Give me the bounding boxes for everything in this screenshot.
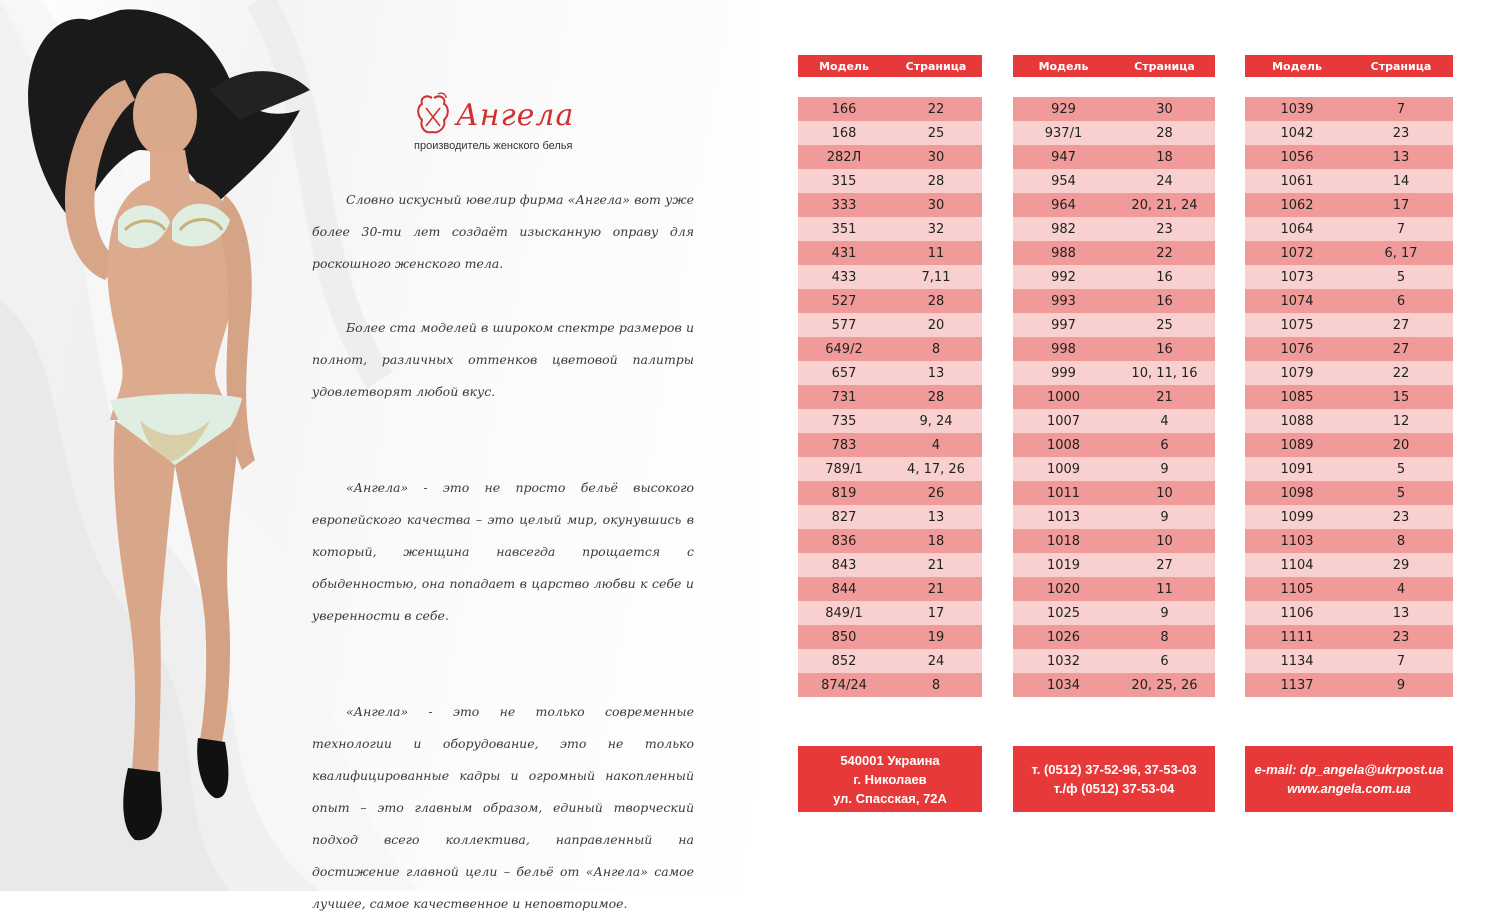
page-number-cell: 7 — [1396, 221, 1406, 237]
column-header-page: Страница — [1370, 59, 1432, 73]
page-number-cell: 10 — [1156, 533, 1173, 549]
table-row — [798, 169, 982, 193]
page-number-cell: 5 — [1396, 461, 1406, 477]
table-row — [1245, 673, 1453, 697]
table-row — [1013, 385, 1215, 409]
prose-paragraph: «Ангела» - это не только современные технологии и оборудование, это не только квалифицированные кадры и огромный накопленный опыт – это главным образом, единый творческий подход всего коллектива, направленный на достижение главной цели – бельё от «Ангела» самое лучшее, самое качественное и неповторимое. — [312, 704, 694, 911]
model-number-cell: 1000 — [1046, 389, 1081, 405]
page-number-cell: 9 — [1160, 509, 1169, 525]
table-row — [798, 673, 982, 697]
table-row — [1245, 217, 1453, 241]
model-number-cell: 1103 — [1280, 533, 1314, 549]
model-number-cell: 849/1 — [825, 605, 863, 621]
model-number-cell: 1026 — [1046, 629, 1081, 645]
page-number-cell: 9 — [1160, 605, 1169, 621]
page-number-cell: 4 — [931, 437, 941, 453]
table-row — [798, 289, 982, 313]
table-header — [1245, 55, 1453, 77]
model-number-cell: 1019 — [1046, 557, 1081, 573]
web-contact-box — [1245, 746, 1453, 812]
table-row — [1245, 577, 1453, 601]
model-number-cell: 874/24 — [821, 677, 867, 693]
model-number-cell: 1072 — [1280, 245, 1314, 261]
model-number-cell: 731 — [831, 389, 857, 405]
page-number-cell: 29 — [1392, 557, 1410, 573]
page-number-cell: 28 — [927, 293, 945, 309]
address-line: ул. Спасская, 72А — [833, 790, 947, 806]
table-header — [1013, 55, 1215, 77]
page-number-cell: 14 — [1392, 173, 1410, 189]
model-number-cell: 1009 — [1046, 461, 1081, 477]
model-number-cell: 1091 — [1280, 461, 1314, 477]
prose-paragraph: «Ангела» - это не просто бельё высокого европейского качества – это целый мир, окунувшись в который, женщина навсегда прощается с обыденностью, она попадает в царство любви к себе и уверенности в себе. — [312, 480, 694, 623]
table-row — [1013, 409, 1215, 433]
table-row — [1013, 481, 1215, 505]
model-number-cell: 351 — [831, 221, 857, 237]
table-row — [798, 601, 982, 625]
model-number-cell: 1088 — [1280, 413, 1314, 429]
table-row — [798, 121, 982, 145]
model-number-cell: 1079 — [1280, 365, 1314, 381]
model-number-cell: 929 — [1051, 101, 1076, 117]
model-number-cell: 1018 — [1046, 533, 1081, 549]
page-number-cell: 6, 17 — [1384, 245, 1418, 261]
page-number-cell: 23 — [1392, 125, 1410, 141]
brand-description — [312, 184, 694, 920]
table-row — [1013, 673, 1215, 697]
table-row — [798, 193, 982, 217]
model-index-table-3 — [1245, 55, 1453, 697]
model-number-cell: 1042 — [1280, 125, 1314, 141]
column-header-model: Модель — [819, 59, 869, 73]
page-number-cell: 26 — [927, 485, 945, 501]
model-number-cell: 315 — [831, 173, 857, 189]
table-row — [1245, 553, 1453, 577]
table-row — [1245, 529, 1453, 553]
page-number-cell: 5 — [1396, 485, 1406, 501]
table-row — [1013, 169, 1215, 193]
page-number-cell: 24 — [1156, 173, 1173, 189]
table-row — [798, 457, 982, 481]
table-row — [1013, 265, 1215, 289]
page-number-cell: 23 — [1392, 629, 1410, 645]
model-number-cell: 527 — [831, 293, 857, 309]
page-number-cell: 13 — [1392, 149, 1410, 165]
model-number-cell: 1062 — [1280, 197, 1314, 213]
table-row — [798, 433, 982, 457]
table-row — [798, 313, 982, 337]
page-number-cell: 17 — [927, 605, 945, 621]
table-row — [1013, 217, 1215, 241]
model-number-cell: 1034 — [1046, 677, 1081, 693]
page-number-cell: 19 — [927, 629, 945, 645]
model-number-cell: 843 — [831, 557, 857, 573]
table-row — [798, 337, 982, 361]
page-number-cell: 9 — [1396, 677, 1406, 693]
model-number-cell: 282Л — [826, 149, 862, 165]
model-number-cell: 1008 — [1046, 437, 1081, 453]
model-number-cell: 1105 — [1280, 581, 1314, 597]
model-number-cell: 577 — [831, 317, 857, 333]
table-row — [1245, 505, 1453, 529]
model-number-cell: 1007 — [1046, 413, 1081, 429]
table-row — [1245, 481, 1453, 505]
table-row — [1013, 97, 1215, 121]
page-number-cell: 7,11 — [921, 269, 951, 285]
model-number-cell: 1111 — [1280, 629, 1314, 645]
page-number-cell: 22 — [1392, 365, 1410, 381]
model-number-cell: 947 — [1051, 149, 1076, 165]
model-number-cell: 431 — [831, 245, 857, 261]
page-number-cell: 28 — [927, 389, 945, 405]
table-row — [1245, 97, 1453, 121]
table-row — [1013, 625, 1215, 649]
phone-line: т. (0512) 37-52-96, 37-53-03 — [1031, 762, 1197, 777]
table-row — [798, 241, 982, 265]
table-row — [798, 409, 982, 433]
model-number-cell: 1089 — [1280, 437, 1314, 453]
model-number-cell: 964 — [1051, 197, 1076, 213]
model-index-table-1 — [798, 55, 982, 697]
page-number-cell: 11 — [927, 245, 945, 261]
table-body — [798, 97, 982, 697]
column-header-model: Модель — [1038, 59, 1089, 73]
table-row — [1013, 193, 1215, 217]
table-row — [1013, 457, 1215, 481]
model-number-cell: 937/1 — [1044, 125, 1083, 141]
model-number-cell: 657 — [831, 365, 857, 381]
email-link[interactable]: e-mail: dp_angela@ukrpost.ua — [1254, 762, 1444, 777]
page-number-cell: 21 — [927, 581, 945, 597]
page-number-cell: 18 — [927, 533, 945, 549]
model-number-cell: 1104 — [1280, 557, 1314, 573]
page-number-cell: 22 — [1156, 245, 1173, 261]
table-row — [1013, 337, 1215, 361]
page-number-cell: 9 — [1160, 461, 1169, 477]
table-row — [798, 505, 982, 529]
table-row — [798, 481, 982, 505]
page-number-cell: 32 — [927, 221, 945, 237]
table-row — [1245, 241, 1453, 265]
model-number-cell: 819 — [831, 485, 857, 501]
table-row — [1013, 361, 1215, 385]
table-row — [798, 145, 982, 169]
table-row — [798, 361, 982, 385]
table-row — [1013, 529, 1215, 553]
table-row — [1245, 193, 1453, 217]
page-number-cell: 7 — [1396, 101, 1406, 117]
model-number-cell: 998 — [1051, 341, 1076, 357]
table-row — [798, 625, 982, 649]
table-row — [1013, 505, 1215, 529]
table-body — [1245, 97, 1453, 697]
page-number-cell: 20, 25, 26 — [1131, 677, 1198, 693]
model-number-cell: 433 — [831, 269, 857, 285]
column-header-model: Модель — [1272, 59, 1322, 73]
page-number-cell: 21 — [927, 557, 945, 573]
model-number-cell: 168 — [831, 125, 857, 141]
table-row — [1013, 433, 1215, 457]
model-number-cell: 649/2 — [825, 341, 863, 357]
table-row — [798, 385, 982, 409]
model-number-cell: 1064 — [1280, 221, 1314, 237]
table-row — [1013, 601, 1215, 625]
table-row — [1013, 577, 1215, 601]
page-number-cell: 13 — [927, 509, 945, 525]
page-number-cell: 16 — [1156, 341, 1173, 357]
model-number-cell: 735 — [831, 413, 857, 429]
table-row — [798, 529, 982, 553]
page-number-cell: 21 — [1156, 389, 1173, 405]
model-number-cell: 1025 — [1046, 605, 1081, 621]
table-row — [1013, 313, 1215, 337]
page-number-cell: 10, 11, 16 — [1131, 365, 1198, 381]
model-number-cell: 1075 — [1280, 317, 1314, 333]
page-number-cell: 12 — [1392, 413, 1410, 429]
table-row — [1245, 121, 1453, 145]
table-row — [1245, 601, 1453, 625]
page-number-cell: 6 — [1160, 653, 1169, 669]
page-number-cell: 6 — [1160, 437, 1169, 453]
table-row — [1245, 145, 1453, 169]
model-number-cell: 789/1 — [825, 461, 863, 477]
model-number-cell: 1020 — [1046, 581, 1081, 597]
page-number-cell: 6 — [1396, 293, 1406, 309]
page-number-cell: 8 — [1396, 533, 1406, 549]
model-number-cell: 333 — [831, 197, 857, 213]
brand-tagline: производитель женского белья — [414, 140, 573, 152]
model-number-cell: 1098 — [1280, 485, 1314, 501]
model-number-cell: 1106 — [1280, 605, 1314, 621]
page-number-cell: 13 — [927, 365, 945, 381]
table-row — [1245, 169, 1453, 193]
table-row — [1245, 289, 1453, 313]
model-number-cell: 997 — [1051, 317, 1076, 333]
page-number-cell: 10 — [1156, 485, 1173, 501]
table-row — [798, 553, 982, 577]
table-row — [1013, 241, 1215, 265]
address-box — [798, 746, 982, 812]
model-number-cell: 999 — [1051, 365, 1076, 381]
table-row — [1245, 625, 1453, 649]
table-row — [798, 97, 982, 121]
column-header-page: Страница — [905, 59, 967, 73]
page-number-cell: 16 — [1156, 269, 1173, 285]
model-index-table-2 — [1013, 55, 1215, 697]
page-number-cell: 22 — [927, 101, 945, 117]
table-row — [798, 649, 982, 673]
table-header — [798, 55, 982, 77]
page-number-cell: 17 — [1392, 197, 1410, 213]
table-row — [1245, 385, 1453, 409]
table-row — [1245, 313, 1453, 337]
page-number-cell: 13 — [1392, 605, 1410, 621]
page-number-cell: 30 — [927, 149, 945, 165]
page-number-cell: 4 — [1160, 413, 1169, 429]
phone-box — [1013, 746, 1215, 812]
page-number-cell: 23 — [1392, 509, 1410, 525]
table-row — [1245, 361, 1453, 385]
model-number-cell: 844 — [831, 581, 857, 597]
page-number-cell: 16 — [1156, 293, 1173, 309]
page-number-cell: 20 — [927, 317, 945, 333]
prose-paragraph: Более ста моделей в широком спектре размеров и полнот, различных оттенков цветовой палитры удовлетворят любой вкус. — [312, 320, 694, 399]
website-link[interactable]: www.angela.com.ua — [1287, 781, 1411, 796]
page-number-cell: 11 — [1156, 581, 1173, 597]
model-number-cell: 1061 — [1280, 173, 1314, 189]
page-number-cell: 18 — [1156, 149, 1173, 165]
model-number-cell: 993 — [1051, 293, 1076, 309]
model-photo — [10, 0, 310, 870]
model-number-cell: 1073 — [1280, 269, 1314, 285]
page-number-cell: 7 — [1396, 653, 1406, 669]
page-number-cell: 5 — [1396, 269, 1406, 285]
model-number-cell: 982 — [1051, 221, 1076, 237]
model-number-cell: 1032 — [1046, 653, 1081, 669]
table-row — [1013, 649, 1215, 673]
page-number-cell: 28 — [927, 173, 945, 189]
page-number-cell: 8 — [931, 677, 941, 693]
table-row — [798, 577, 982, 601]
model-number-cell: 1013 — [1046, 509, 1081, 525]
page-number-cell: 20 — [1392, 437, 1410, 453]
page-number-cell: 27 — [1156, 557, 1173, 573]
model-number-cell: 827 — [831, 509, 857, 525]
table-row — [1245, 409, 1453, 433]
page-number-cell: 28 — [1156, 125, 1173, 141]
page-number-cell: 4 — [1396, 581, 1406, 597]
page-number-cell: 30 — [1156, 101, 1173, 117]
model-number-cell: 992 — [1051, 269, 1076, 285]
page-number-cell: 9, 24 — [919, 413, 953, 429]
page-number-cell: 24 — [927, 653, 945, 669]
model-number-cell: 1076 — [1280, 341, 1314, 357]
page-number-cell: 4, 17, 26 — [907, 461, 965, 477]
model-number-cell: 1039 — [1280, 101, 1314, 117]
table-row — [798, 217, 982, 241]
table-row — [1245, 457, 1453, 481]
table-row — [1013, 145, 1215, 169]
brand-name: Ангела — [456, 98, 575, 133]
table-row — [798, 265, 982, 289]
page-number-cell: 27 — [1392, 341, 1410, 357]
logo-angel-icon — [412, 92, 454, 138]
model-number-cell: 1011 — [1046, 485, 1081, 501]
page-number-cell: 25 — [1156, 317, 1173, 333]
model-number-cell: 852 — [831, 653, 857, 669]
table-row — [1013, 121, 1215, 145]
model-number-cell: 954 — [1051, 173, 1076, 189]
page-number-cell: 23 — [1156, 221, 1173, 237]
table-row — [1245, 337, 1453, 361]
model-number-cell: 1085 — [1280, 389, 1314, 405]
table-row — [1013, 553, 1215, 577]
address-line: 540001 Украина — [840, 752, 940, 768]
page-number-cell: 30 — [927, 197, 945, 213]
table-row — [1245, 265, 1453, 289]
page-number-cell: 15 — [1392, 389, 1410, 405]
phone-line: т./ф (0512) 37-53-04 — [1053, 781, 1175, 796]
table-row — [1013, 289, 1215, 313]
address-line: г. Николаев — [853, 771, 927, 787]
model-number-cell: 1134 — [1280, 653, 1314, 669]
table-row — [1245, 433, 1453, 457]
column-header-page: Страница — [1134, 59, 1195, 73]
page-number-cell: 20, 21, 24 — [1131, 197, 1198, 213]
page-number-cell: 8 — [931, 341, 941, 357]
model-number-cell: 166 — [831, 101, 857, 117]
model-number-cell: 1056 — [1280, 149, 1314, 165]
model-number-cell: 1099 — [1280, 509, 1314, 525]
prose-paragraph: Словно искусный ювелир фирма «Ангела» вот уже более 30-ти лет создаёт изысканную оправу для роскошного женского тела. — [312, 192, 694, 271]
page-number-cell: 27 — [1392, 317, 1410, 333]
page-number-cell: 25 — [927, 125, 945, 141]
model-number-cell: 836 — [831, 533, 857, 549]
page-number-cell: 8 — [1160, 629, 1169, 645]
model-number-cell: 850 — [831, 629, 857, 645]
model-number-cell: 988 — [1051, 245, 1076, 261]
model-number-cell: 1074 — [1280, 293, 1314, 309]
table-body — [1013, 97, 1215, 697]
model-number-cell: 1137 — [1280, 677, 1314, 693]
model-number-cell: 783 — [831, 437, 857, 453]
table-row — [1245, 649, 1453, 673]
